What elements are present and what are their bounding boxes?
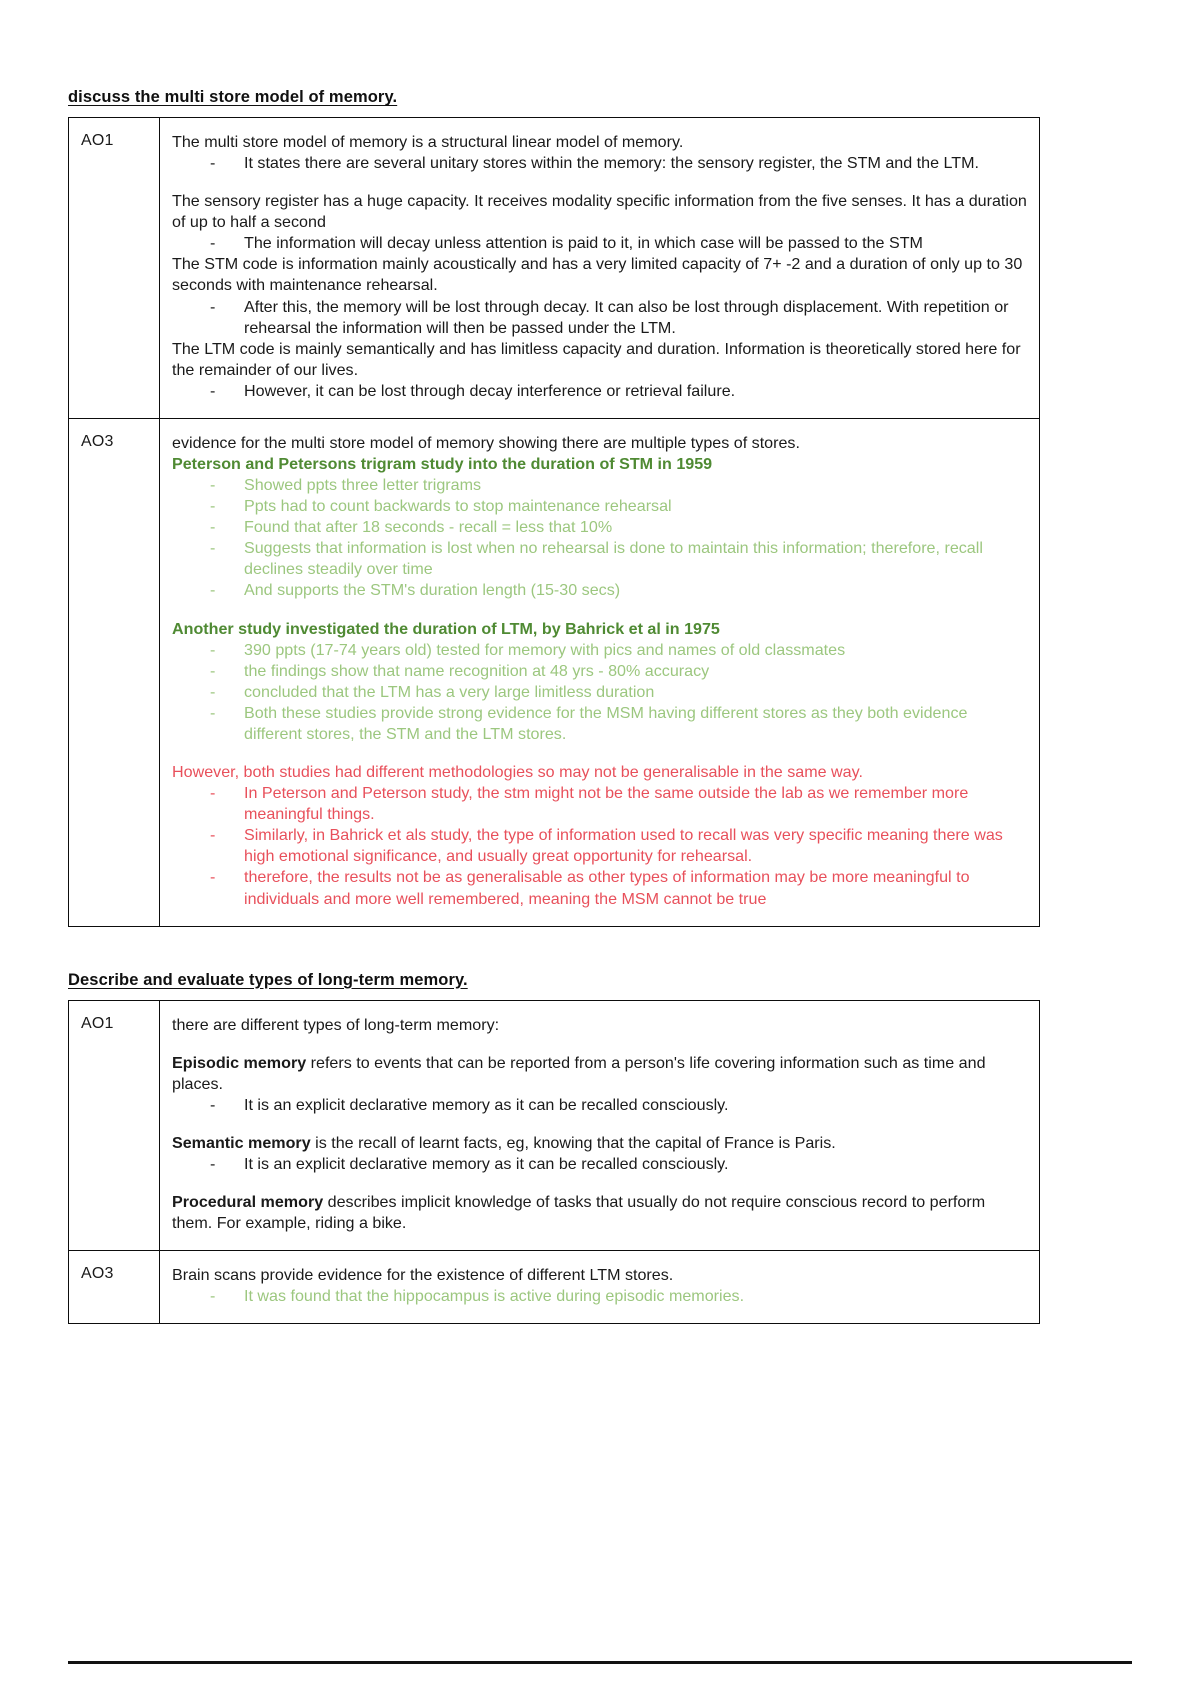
ao-body-ao1 [160,118,1040,419]
bullet-list [172,297,1027,339]
list-item: - therefore, the results not be as generalisable as other types of information may be more meaningful to individuals and more well remembered, meaning the MSM cannot be true [172,867,1027,909]
ao-body-ao1 [160,1000,1040,1251]
table-row-ao1 [69,1000,1040,1251]
list-item: - 390 ppts (17-74 years old) tested for memory with pics and names of old classmates [172,640,1027,661]
list-item: - Similarly, in Bahrick et als study, the type of information used to recall was very specific meaning there was high emotional significance, and usually great opportunity for rehearsal. [172,825,1027,867]
spacer [172,174,1027,191]
paragraph-limitation-intro: However, both studies had different methodologies so may not be generalisable in the same way. [172,763,863,782]
paragraph: The sensory register has a huge capacity. It receives modality specific information from the five senses. It has a duration of up to half a second [172,192,1027,232]
bullet-list [172,1095,1027,1116]
list-item: - After this, the memory will be lost through decay. It can also be lost through displacement. With repetition or rehearsal the information will then be passed under the LTM. [172,297,1027,339]
list-item: - concluded that the LTM has a very large limitless duration [172,682,1027,703]
section-heading-wrap-2 [68,971,1134,1000]
bullet-list-peterson [172,475,1027,601]
list-item: - Found that after 18 seconds - recall = less that 10% [172,517,1027,538]
subheading-peterson-study: Peterson and Petersons trigram study into the duration of STM in 1959 [172,455,713,474]
subheading-bahrick-study: Another study investigated the duration of LTM, by Bahrick et al in 1975 [172,619,720,638]
paragraph-episodic [172,1053,1027,1095]
spacer [172,602,1027,619]
list-item: - It is an explicit declarative memory as it can be recalled consciously. [172,1154,1027,1175]
list-item: - Both these studies provide strong evidence for the MSM having different stores as they both evidence different stores, the STM and the LTM stores. [172,703,1027,745]
table-ltm [68,1000,1040,1325]
list-item: - Suggests that information is lost when no rehearsal is done to maintain this information; therefore, recall declines steadily over time [172,538,1027,580]
ao-label-ao3: AO3 [69,1251,160,1324]
ao-label-ao1: AO1 [69,1000,160,1251]
ao-body-ao3 [160,1251,1040,1324]
term-episodic-memory: Episodic memory [172,1053,307,1072]
ao-label-ao1: AO1 [69,118,160,419]
list-item: - Showed ppts three letter trigrams [172,475,1027,496]
paragraph: there are different types of long-term memory: [172,1015,500,1034]
bullet-list-bahrick [172,640,1027,745]
page-title-msm: discuss the multi store model of memory. [68,88,398,106]
list-item: - And supports the STM's duration length (15-30 secs) [172,580,1027,601]
paragraph: The STM code is information mainly acoustically and has a very limited capacity of 7+ -2 and a duration of only up to 30 seconds with maintenance rehearsal. [172,255,1023,295]
list-item: - the findings show that name recognition at 48 yrs - 80% accuracy [172,661,1027,682]
section-heading-wrap-1 [68,88,1134,117]
bullet-list [172,1286,1027,1307]
paragraph-brain-scans: Brain scans provide evidence for the existence of different LTM stores. [172,1266,674,1285]
paragraph-procedural [172,1192,1027,1234]
ao-body-ao3 [160,418,1040,926]
definition-episodic: refers to events that can be reported from a person's life covering information such as time and places. [172,1053,986,1093]
definition-procedural: describes implicit knowledge of tasks that usually do not require conscious record to perform them. For example, riding a bike. [172,1193,986,1233]
ao-label-ao3: AO3 [69,418,160,926]
list-item: - It is an explicit declarative memory as it can be recalled consciously. [172,1095,1027,1116]
bullet-list [172,381,1027,402]
spacer [172,1175,1027,1192]
footer-divider [68,1661,1132,1664]
bullet-list [172,233,1027,254]
bullet-list [172,153,1027,174]
spacer [172,1116,1027,1133]
spacer [172,745,1027,762]
paragraph-semantic [172,1133,1027,1154]
bullet-list-limitations [172,783,1027,909]
list-item: - It was found that the hippocampus is active during episodic memories. [172,1286,1027,1307]
table-row-ao1 [69,118,1040,419]
paragraph: The multi store model of memory is a structural linear model of memory. [172,133,684,151]
table-row-ao3 [69,1251,1040,1324]
paragraph: The LTM code is mainly semantically and has limitless capacity and duration. Information is theoretically stored here for the remainder of our lives. [172,339,1021,379]
term-semantic-memory: Semantic memory [172,1133,311,1152]
bullet-list [172,1154,1027,1175]
list-item: - In Peterson and Peterson study, the stm might not be the same outside the lab as we remember more meaningful things. [172,783,1027,825]
list-item: - Ppts had to count backwards to stop maintenance rehearsal [172,496,1027,517]
table-msm [68,117,1040,927]
list-item: - The information will decay unless attention is paid to it, in which case will be passed to the STM [172,233,1027,254]
spacer [172,1036,1027,1053]
list-item: - However, it can be lost through decay interference or retrieval failure. [172,381,1027,402]
table-row-ao3 [69,418,1040,926]
section-wrap-2 [68,971,1134,1325]
term-procedural-memory: Procedural memory [172,1193,324,1212]
definition-semantic: is the recall of learnt facts, eg, knowing that the capital of France is Paris. [310,1133,836,1152]
list-item: - It states there are several unitary stores within the memory: the sensory register, the STM and the LTM. [172,153,1027,174]
paragraph-evidence-intro: evidence for the multi store model of memory showing there are multiple types of stores. [172,433,800,452]
page-title-ltm: Describe and evaluate types of long-term memory. [68,970,468,989]
